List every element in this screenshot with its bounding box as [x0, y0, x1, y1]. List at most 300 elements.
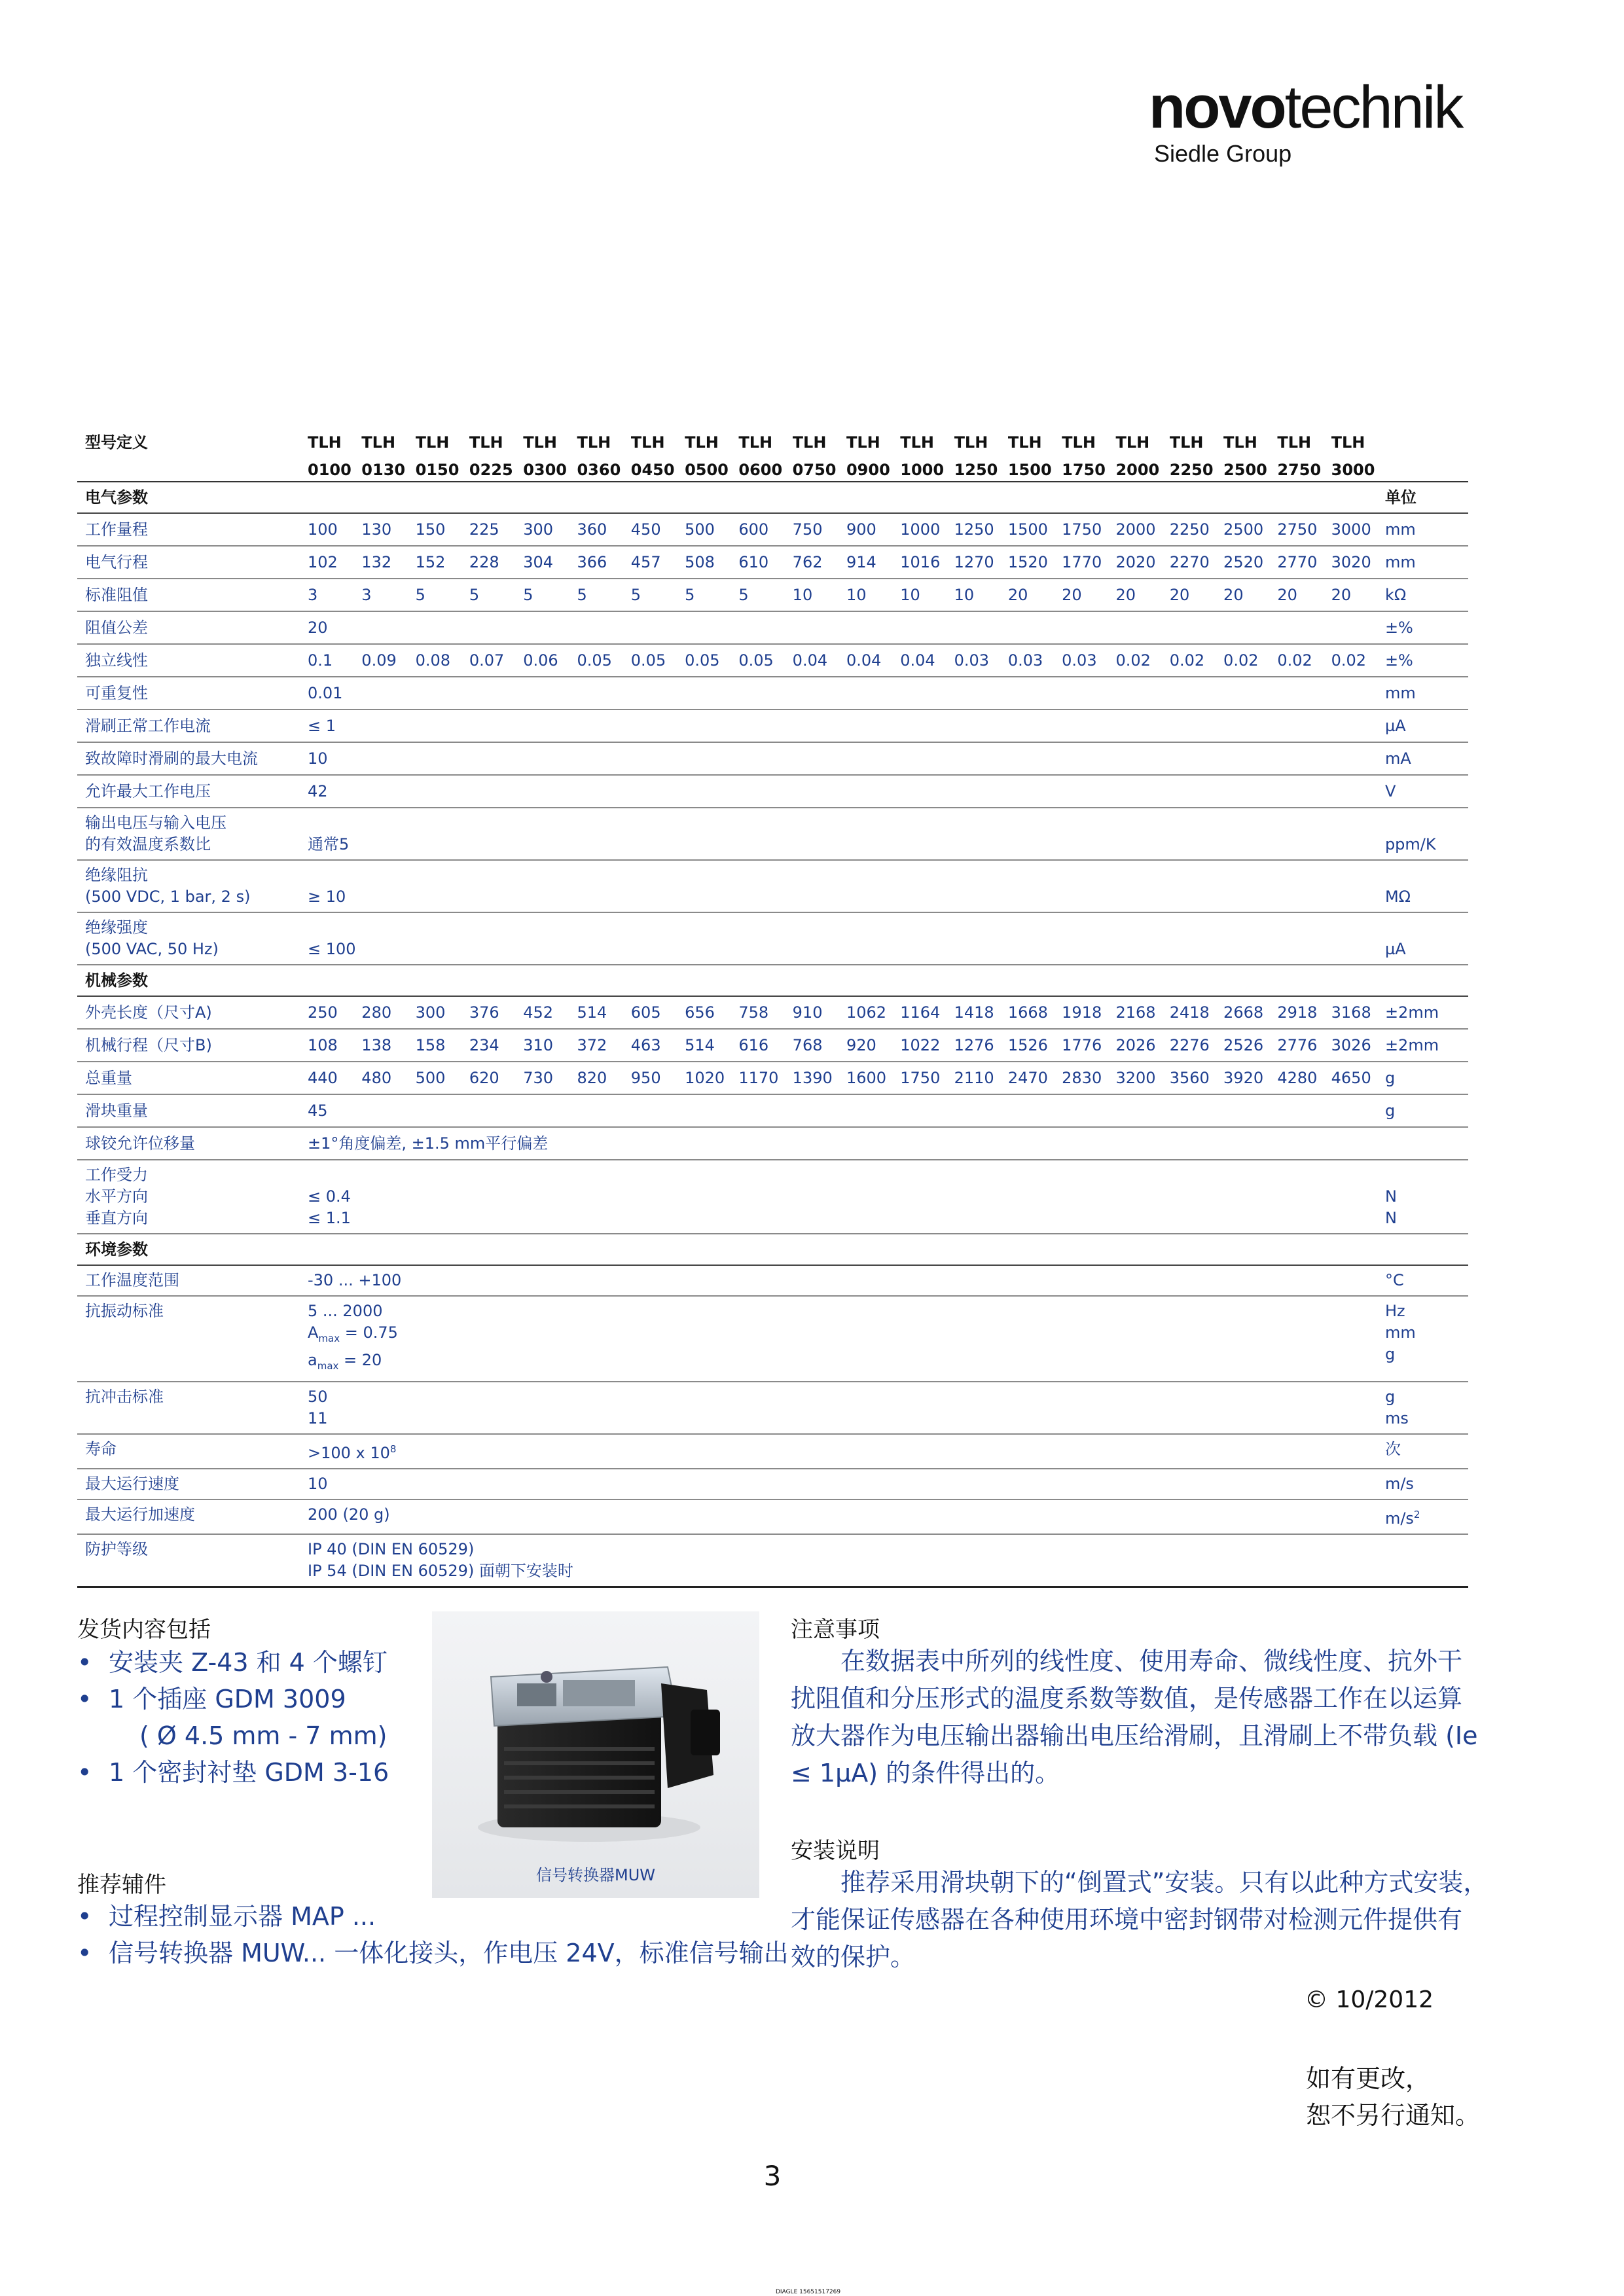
row-unit-line [1385, 1164, 1468, 1186]
row-label: 外壳长度（尺寸A) [77, 996, 308, 1029]
model-top: TLH [1062, 433, 1096, 452]
row-value: 1390 [793, 1062, 846, 1094]
row-value: 1016 [900, 546, 954, 579]
row-value: 1668 [1008, 996, 1062, 1029]
row-value: 768 [793, 1029, 846, 1062]
list-item: • 信号转换器 MUW... 一体化接头，作电压 24V，标准信号输出 [77, 1935, 789, 1971]
row-value-line: 10 [308, 1474, 328, 1493]
row-label-line: (500 VAC, 50 Hz) [85, 940, 219, 958]
model-number: 0360 [577, 459, 630, 482]
model-header-row [77, 425, 1468, 459]
row-value: 3000 [1331, 513, 1385, 546]
row-label-line: 最大运行速度 [85, 1474, 179, 1493]
table-row [77, 1160, 1468, 1234]
row-value: 4650 [1331, 1062, 1385, 1094]
row-value: 10 [793, 579, 846, 611]
row-label [77, 1160, 308, 1234]
model-number: 1000 [900, 459, 954, 482]
row-value: 3026 [1331, 1029, 1385, 1062]
row-value: 0.03 [954, 644, 1008, 677]
row-value: 158 [416, 1029, 469, 1062]
row-value-line: 通常5 [308, 835, 350, 853]
row-value [308, 1265, 1385, 1296]
row-unit-line [1385, 865, 1468, 886]
model-top: TLH [415, 433, 450, 452]
row-value [308, 808, 1385, 860]
row-value: 228 [469, 546, 523, 579]
model-number: 2250 [1170, 459, 1223, 482]
copyright: © 10/2012 [1305, 1986, 1434, 2013]
model-number: 2000 [1115, 459, 1169, 482]
row-value: 376 [469, 996, 523, 1029]
row-label: 球铰允许位移量 [77, 1127, 308, 1160]
row-value: 514 [685, 1029, 738, 1062]
row-value: 500 [685, 513, 738, 546]
row-value: 920 [846, 1029, 900, 1062]
table-row [77, 1382, 1468, 1434]
row-value [308, 1382, 1385, 1434]
connector-image [432, 1611, 759, 1898]
row-value: 514 [577, 996, 630, 1029]
table-row [77, 709, 1468, 742]
row-value-line: 50 [308, 1387, 328, 1406]
row-unit: kΩ [1385, 579, 1468, 611]
row-unit: ±2mm [1385, 1029, 1468, 1062]
model-top: TLH [1331, 433, 1365, 452]
model-top: TLH [900, 433, 935, 452]
row-value: 2418 [1170, 996, 1223, 1029]
row-value: 20 [1170, 579, 1223, 611]
row-label: 可重复性 [77, 677, 308, 709]
model-number: 1250 [954, 459, 1008, 482]
row-value: 452 [523, 996, 577, 1029]
row-value: 0.02 [1331, 644, 1385, 677]
row-value: 250 [308, 996, 361, 1029]
row-value: 2668 [1223, 996, 1277, 1029]
row-value: 5 [631, 579, 685, 611]
row-value: 5 [469, 579, 523, 611]
row-unit [1385, 1296, 1468, 1382]
row-label [77, 808, 308, 860]
bullet-icon: • [77, 1758, 92, 1787]
row-value: 2526 [1223, 1029, 1277, 1062]
row-value-line: 11 [308, 1408, 328, 1427]
row-value: 1776 [1062, 1029, 1115, 1062]
row-value: 2520 [1223, 546, 1277, 579]
change-notice: 如有更改， 恕不另行通知。 [1306, 2064, 1481, 2130]
row-value: 616 [738, 1029, 792, 1062]
accessories-list [77, 1898, 789, 1971]
table-row [77, 579, 1468, 611]
row-value: 1000 [900, 513, 954, 546]
row-value: 45 [308, 1094, 1385, 1127]
row-unit [1385, 1160, 1468, 1234]
logo-subtitle: Siedle Group [1154, 140, 1292, 167]
row-label: 致故障时滑刷的最大电流 [77, 742, 308, 775]
row-label-line: 抗振动标准 [85, 1302, 164, 1320]
row-value: 762 [793, 546, 846, 579]
row-value: 2276 [1170, 1029, 1223, 1062]
row-value: 5 [416, 579, 469, 611]
row-value: 820 [577, 1062, 630, 1094]
row-value: 20 [1223, 579, 1277, 611]
row-label-line: 水平方向 [85, 1187, 148, 1206]
row-label-line: 绝缘阻抗 [85, 866, 148, 884]
row-unit-line: m/s [1384, 1474, 1414, 1493]
row-value: 1020 [685, 1062, 738, 1094]
model-top: TLH [1115, 433, 1150, 452]
row-value: 10 [308, 742, 1385, 775]
model-number: 0225 [469, 459, 523, 482]
row-value: 730 [523, 1062, 577, 1094]
unit-header: 单位 [1385, 482, 1468, 513]
row-value: 1750 [1062, 513, 1115, 546]
row-unit-line: g [1384, 1345, 1396, 1363]
section-title: 机械参数 [77, 965, 1468, 996]
row-value: 20 [308, 611, 1385, 644]
row-label-line: 防护等级 [85, 1539, 148, 1558]
model-number: 3000 [1331, 459, 1385, 482]
row-value: 0.08 [416, 644, 469, 677]
row-unit: ±% [1385, 611, 1468, 644]
table-row [77, 513, 1468, 546]
row-value: 2000 [1115, 513, 1169, 546]
install-title: 安装说明 [791, 1838, 880, 1864]
row-value: 3200 [1115, 1062, 1169, 1094]
row-value-line [308, 865, 1385, 886]
row-value: 2168 [1115, 996, 1169, 1029]
row-value: 10 [846, 579, 900, 611]
model-number: 2500 [1223, 459, 1277, 482]
section-title: 电气参数 [77, 482, 1385, 513]
model-top: TLH [308, 433, 342, 452]
row-value-line: IP 40 (DIN EN 60529) [308, 1539, 475, 1558]
row-value: 100 [308, 513, 361, 546]
table-row [77, 1094, 1468, 1127]
row-unit [1385, 860, 1468, 912]
row-unit [1385, 1382, 1468, 1434]
row-label [77, 1296, 308, 1382]
row-value: ≤ 1 [308, 709, 1385, 742]
row-value: 304 [523, 546, 577, 579]
row-value: 480 [361, 1062, 415, 1094]
table-row [77, 1029, 1468, 1062]
row-value-line: ≤ 100 [308, 940, 356, 958]
bullet-icon: • [77, 1685, 92, 1713]
row-value: 1750 [900, 1062, 954, 1094]
row-value: 108 [308, 1029, 361, 1062]
logo-wordmark: novotechnik [1149, 74, 1462, 141]
model-number: 0450 [631, 459, 685, 482]
row-unit-line [1385, 812, 1468, 834]
row-label: 允许最大工作电压 [77, 775, 308, 808]
row-value: 910 [793, 996, 846, 1029]
row-value: 610 [738, 546, 792, 579]
section-row [77, 1234, 1468, 1265]
row-value: 620 [469, 1062, 523, 1094]
row-value: 3920 [1223, 1062, 1277, 1094]
row-value: 500 [416, 1062, 469, 1094]
row-unit-line: µA [1384, 940, 1406, 958]
row-value: 3 [361, 579, 415, 611]
row-value: 0.06 [523, 644, 577, 677]
row-value [308, 1499, 1385, 1534]
row-value [308, 860, 1385, 912]
row-unit-line: ms [1384, 1408, 1409, 1427]
row-value: 1170 [738, 1062, 792, 1094]
row-value: 20 [1277, 579, 1331, 611]
photo-caption: 信号转换器MUW [535, 1866, 655, 1884]
notes-paragraph: 在数据表中所列的线性度、使用寿命、微线性度、抗外干 扰阻值和分压形式的温度系数等数值，是传感器工作在以运算 放大器作为电压输出器输出电压给滑刷，且滑刷上不带负载 (Ie ≤ 1µA) 的条件得出的。 [791, 1647, 1478, 1787]
row-value [308, 1534, 1385, 1587]
row-value: 463 [631, 1029, 685, 1062]
row-value: 372 [577, 1029, 630, 1062]
row-value: 5 [738, 579, 792, 611]
row-unit: ±% [1385, 644, 1468, 677]
row-value: 0.1 [308, 644, 361, 677]
list-item: • 安装夹 Z-43 和 4 个螺钉 [77, 1644, 389, 1681]
row-label-line: 工作受力 [85, 1166, 148, 1184]
model-top: TLH [1223, 433, 1257, 452]
row-value: 2470 [1008, 1062, 1062, 1094]
row-value: 2750 [1277, 513, 1331, 546]
row-value: 20 [1008, 579, 1062, 611]
row-value-line [308, 812, 1385, 834]
row-value: 0.04 [793, 644, 846, 677]
model-number: 0300 [523, 459, 577, 482]
bullet-icon: • [77, 1902, 92, 1931]
row-value: 900 [846, 513, 900, 546]
row-label [77, 1382, 308, 1434]
row-unit: µA [1385, 709, 1468, 742]
footer-code: DIAGLE 15651517269 [776, 2289, 841, 2295]
row-value: 656 [685, 996, 738, 1029]
row-value: 0.03 [1062, 644, 1115, 677]
row-value: 20 [1115, 579, 1169, 611]
row-label-line: 抗冲击标准 [85, 1387, 164, 1406]
row-value: 2270 [1170, 546, 1223, 579]
delivery-list [77, 1644, 389, 1791]
row-value: 20 [1062, 579, 1115, 611]
row-value-line: ≤ 0.4 [308, 1187, 351, 1206]
row-value: 5 [523, 579, 577, 611]
row-value: 2020 [1115, 546, 1169, 579]
row-value: 605 [631, 996, 685, 1029]
row-unit-line: g [1384, 1387, 1396, 1406]
row-value-line: -30 ... +100 [308, 1271, 402, 1289]
row-value: 102 [308, 546, 361, 579]
row-value: 132 [361, 546, 415, 579]
row-value: 1164 [900, 996, 954, 1029]
row-value: 0.01 [308, 677, 1385, 709]
row-unit-line [1385, 917, 1468, 939]
row-label-line: (500 VDC, 1 bar, 2 s) [85, 888, 251, 906]
model-top: TLH [469, 433, 503, 452]
row-value: 0.05 [577, 644, 630, 677]
row-value: 440 [308, 1062, 361, 1094]
row-value: 1022 [900, 1029, 954, 1062]
row-value: 0.04 [846, 644, 900, 677]
row-label [77, 1265, 308, 1296]
row-unit [1385, 912, 1468, 965]
table-row [77, 775, 1468, 808]
row-value: 457 [631, 546, 685, 579]
row-value: 1918 [1062, 996, 1115, 1029]
row-value: 1062 [846, 996, 900, 1029]
row-value: 152 [416, 546, 469, 579]
row-value-line [308, 1164, 1385, 1186]
row-value: 234 [469, 1029, 523, 1062]
row-value: 130 [361, 513, 415, 546]
row-value-line: $a_{max} = 20$ [308, 1350, 382, 1372]
row-value: 150 [416, 513, 469, 546]
model-top: TLH [1277, 433, 1312, 452]
row-value: 1526 [1008, 1029, 1062, 1062]
table-row [77, 1062, 1468, 1094]
spec-table [77, 425, 1468, 1588]
row-label-line: 工作温度范围 [85, 1271, 179, 1289]
model-top: TLH [361, 433, 396, 452]
row-label: 机械行程（尺寸B) [77, 1029, 308, 1062]
row-value: 750 [793, 513, 846, 546]
row-value: 10 [900, 579, 954, 611]
model-top: TLH [685, 433, 719, 452]
row-label: 滑刷正常工作电流 [77, 709, 308, 742]
row-value: 5 [685, 579, 738, 611]
row-unit-line: N [1384, 1187, 1397, 1206]
row-label-line: 绝缘强度 [85, 918, 148, 937]
row-label [77, 1534, 308, 1587]
model-top: TLH [846, 433, 880, 452]
model-number: 0500 [685, 459, 738, 482]
install-paragraph: 推荐采用滑块朝下的“倒置式”安装。只有以此种方式安装， 才能保证传感器在各种使用环境中密封钢带对检测元件提供有 效的保护。 [791, 1868, 1489, 1971]
table-row [77, 860, 1468, 912]
row-label [77, 912, 308, 965]
row-unit-line: 次 [1384, 1439, 1401, 1458]
row-label-line: 寿命 [85, 1439, 117, 1458]
row-value: 2918 [1277, 996, 1331, 1029]
table-row [77, 996, 1468, 1029]
table-row [77, 1469, 1468, 1499]
row-label: 标准阻值 [77, 579, 308, 611]
model-number: 0750 [793, 459, 846, 482]
row-value: 2770 [1277, 546, 1331, 579]
model-top: TLH [1169, 433, 1204, 452]
row-value: 1418 [954, 996, 1008, 1029]
row-value: 2110 [954, 1062, 1008, 1094]
row-value: 2776 [1277, 1029, 1331, 1062]
list-item: • 1 个密封衬垫 GDM 3-16 [77, 1754, 389, 1791]
row-value-line: >100 x $10^8$ [308, 1443, 397, 1462]
row-value: 1270 [954, 546, 1008, 579]
row-unit: mA [1385, 742, 1468, 775]
table-row [77, 1296, 1468, 1382]
row-value: 0.02 [1277, 644, 1331, 677]
row-unit: ±2mm [1385, 996, 1468, 1029]
row-label: 阻值公差 [77, 611, 308, 644]
row-unit [1385, 808, 1468, 860]
row-value: 950 [631, 1062, 685, 1094]
row-value: 310 [523, 1029, 577, 1062]
row-label [77, 860, 308, 912]
row-value: 3560 [1170, 1062, 1223, 1094]
model-top: TLH [523, 433, 557, 452]
row-value: 0.05 [631, 644, 685, 677]
row-value: 508 [685, 546, 738, 579]
model-number: 1500 [1008, 459, 1062, 482]
row-value-line [308, 917, 1385, 939]
section-title: 环境参数 [77, 1234, 1468, 1265]
row-value: 138 [361, 1029, 415, 1062]
row-unit: mm [1385, 546, 1468, 579]
row-value: 3020 [1331, 546, 1385, 579]
row-value: 1250 [954, 513, 1008, 546]
row-unit [1385, 1499, 1468, 1534]
table-row [77, 677, 1468, 709]
row-label: 独立线性 [77, 644, 308, 677]
row-value: 4280 [1277, 1062, 1331, 1094]
row-value: 280 [361, 996, 415, 1029]
table-row [77, 1534, 1468, 1587]
delivery-title: 发货内容包括 [77, 1617, 211, 1643]
row-value: 3 [308, 579, 361, 611]
row-value: 0.02 [1170, 644, 1223, 677]
row-label-line: 的有效温度系数比 [85, 835, 211, 853]
table-row [77, 611, 1468, 644]
row-value-line: ≤ 1.1 [308, 1209, 351, 1227]
row-value: 5 [577, 579, 630, 611]
row-value: 42 [308, 775, 1385, 808]
row-value-line: IP 54 (DIN EN 60529) 面朝下安装时 [308, 1561, 573, 1580]
row-value: 2830 [1062, 1062, 1115, 1094]
row-label [77, 1469, 308, 1499]
model-label: 型号定义 [85, 433, 148, 452]
row-value: 0.05 [738, 644, 792, 677]
row-value: 1500 [1008, 513, 1062, 546]
list-item-continuation: ( Ø 4.5 mm - 7 mm) [139, 1721, 388, 1750]
model-number: 0900 [846, 459, 900, 482]
row-label [77, 1499, 308, 1534]
row-value: 0.05 [685, 644, 738, 677]
product-photo [432, 1611, 759, 1898]
row-label: 滑块重量 [77, 1094, 308, 1127]
row-value-line: $A_{max} = 0.75$ [308, 1323, 398, 1344]
row-unit: g [1385, 1062, 1468, 1094]
row-value [308, 1469, 1385, 1499]
row-value [308, 1434, 1385, 1469]
row-unit [1385, 1265, 1468, 1296]
model-top: TLH [738, 433, 773, 452]
list-item: • 过程控制显示器 MAP ... [77, 1898, 789, 1935]
model-number: 2750 [1277, 459, 1331, 482]
model-top: TLH [577, 433, 611, 452]
table-row [77, 808, 1468, 860]
bullet-icon: • [77, 1939, 92, 1967]
model-top: TLH [792, 433, 827, 452]
row-value [308, 912, 1385, 965]
model-number: 1750 [1062, 459, 1115, 482]
row-unit-line: Hz [1384, 1302, 1405, 1320]
row-unit: g [1385, 1094, 1468, 1127]
notes-title: 注意事项 [791, 1617, 880, 1643]
row-label-line: 输出电压与输入电压 [85, 814, 226, 832]
table-row [77, 546, 1468, 579]
row-value: 20 [1331, 579, 1385, 611]
row-value: 450 [631, 513, 685, 546]
model-number: 0600 [738, 459, 792, 482]
row-value: 360 [577, 513, 630, 546]
row-value: 1276 [954, 1029, 1008, 1062]
